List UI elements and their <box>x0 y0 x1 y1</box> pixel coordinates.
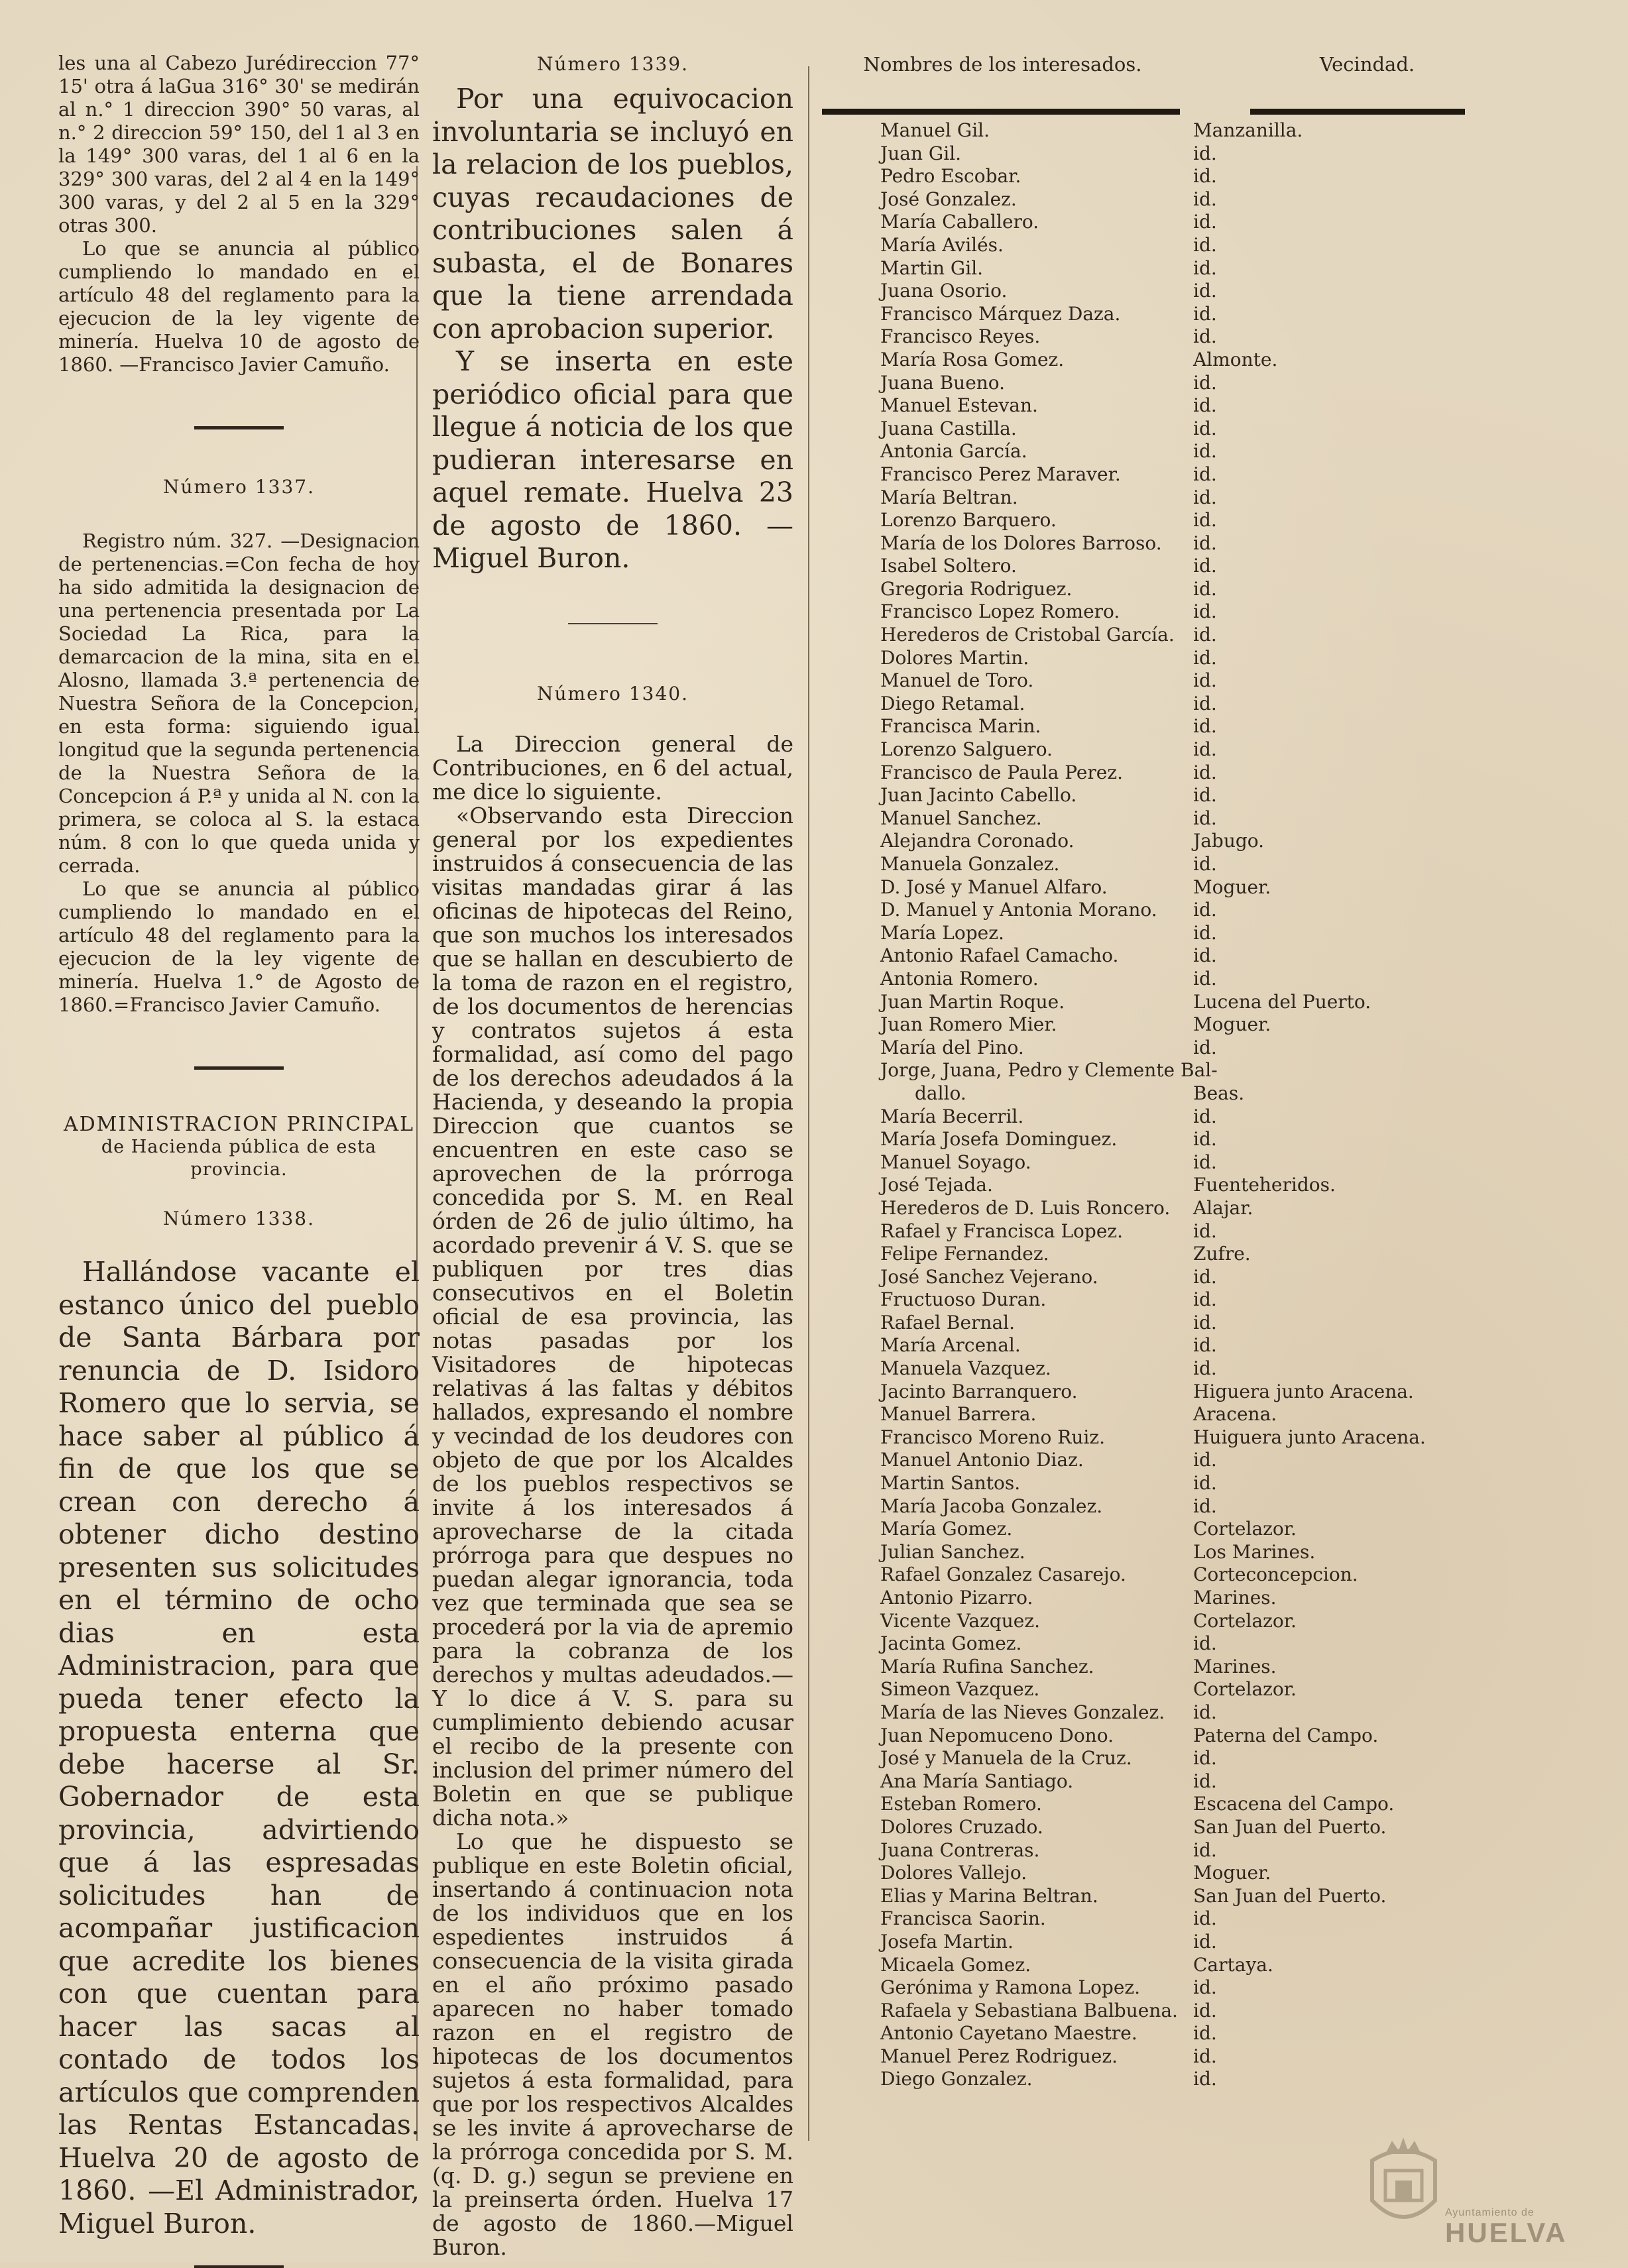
person-name: Manuel Estevan. <box>880 394 1038 417</box>
person-name: Dolores Vallejo. <box>880 1862 1027 1884</box>
residence: id. <box>1193 463 1217 485</box>
list-item <box>822 440 1498 463</box>
person-name: María Gomez. <box>880 1518 1013 1540</box>
person-name: Josefa Martin. <box>880 1930 1014 1953</box>
person-name: Manuel Barrera. <box>880 1403 1037 1426</box>
person-name: Felipe Fernandez. <box>880 1243 1049 1265</box>
person-name: Herederos de Cristobal García. <box>880 624 1175 646</box>
person-name: Juan Romero Mier. <box>880 1013 1057 1036</box>
list-item <box>822 1976 1498 2000</box>
list-item <box>822 1610 1498 1633</box>
residence: id. <box>1193 211 1217 233</box>
direction-quote-paragraph: «Observando esta Direccion general por los expedientes instruidos á consecuencia de las visitas mandadas girar á las oficinas de hipotecas del Reino, que son muchos los interesados que se hallan en descubierto de la toma de razon en el registro, de los documentos de herencias y contratos sujetos á esta formalidad, así como del pago de los derechos adeudados á la Hacienda, y deseando la propia Direccion que cuantos se encuentren en este caso se aprovechen de la prórroga concedida por S. M. en Real órden de 26 de julio último, ha acordado prevenir á V. S. que se publiquen por tres dias consecutivos en el Boletin oficial de esa provincia, las notas pasadas por los Visitadores de hipotecas relativas á las faltas y débitos hallados, expresando el nombre y vecindad de los deudores con objeto de que por los Alcaldes de los pueblos respectivos se invite á los interesados á aprovecharse de la citada prórroga para que despues no puedan alegar ignorancia, toda vez que terminada que sea se procederá por la via de apremio para la cobranza de los derechos y multas adeudados.—Y lo dice á V. S. para su cumplimiento debiendo acusar el recibo de la presente con inclusion del primer número del Boletin en que se publique dicha nota.» <box>432 802 793 1831</box>
person-name: Francisco Márquez Daza. <box>880 302 1121 325</box>
residence: Higuera junto Aracena. <box>1193 1380 1414 1402</box>
person-name: D. José y Manuel Alfaro. <box>880 876 1108 898</box>
residence: Beas. <box>1193 1082 1245 1104</box>
residence: Alajar. <box>1193 1196 1253 1219</box>
residence: Los Marines. <box>1193 1540 1316 1563</box>
residence-column-header: Vecindad. <box>1319 53 1415 76</box>
residence: Escacena del Campo. <box>1193 1793 1395 1815</box>
residence: id. <box>1193 2022 1217 2045</box>
list-item <box>822 325 1498 349</box>
residence: Cartaya. <box>1193 1953 1273 1976</box>
list-item <box>822 1220 1498 1243</box>
list-item <box>822 807 1498 830</box>
residence: id. <box>1193 302 1217 325</box>
residence: id. <box>1193 1976 1217 1999</box>
person-name: Juan Jacinto Cabello. <box>880 784 1077 807</box>
person-name: dallo. <box>915 1082 966 1104</box>
residence: id. <box>1193 394 1217 417</box>
person-name: Herederos de D. Luis Roncero. <box>880 1196 1171 1219</box>
residence: Cortelazor. <box>1193 1609 1297 1632</box>
residence: Manzanilla. <box>1193 119 1303 141</box>
list-item <box>822 142 1498 166</box>
list-item <box>822 1885 1498 1908</box>
person-name: María Becerril. <box>880 1105 1024 1127</box>
residence: id. <box>1193 624 1217 646</box>
person-name: Jacinta Gomez. <box>880 1632 1022 1655</box>
person-name: Ana María Santiago. <box>880 1770 1074 1792</box>
publication-paragraph: Lo que he dispuesto se publique en este Boletin oficial, insertando á continuacion nota de los individuos que en los espedientes instruidos á consecuencia de la visita girada en el año próximo pasado aparecen no haber tomado razon en el registro de hipotecas de los documentos sujetos á esta formalidad, para que por los respectivos Alcaldes se les invite á aprovecharse de la prórroga concedida por S. M. (q. D. g.) segun se previene en la preinserta órden. Huelva 17 de agosto de 1860.—Miguel Buron. <box>432 1828 793 2260</box>
person-name: Diego Gonzalez. <box>880 2068 1033 2090</box>
notice-number-1337: Número 1337. <box>163 476 315 498</box>
person-name: Antonio Rafael Camacho. <box>880 944 1119 967</box>
list-item <box>822 715 1498 738</box>
list-item <box>822 1174 1498 1197</box>
person-name: Francisca Saorin. <box>880 1907 1046 1930</box>
person-name: María Arcenal. <box>880 1334 1021 1357</box>
residence: id. <box>1193 1632 1217 1655</box>
person-name: Gerónima y Ramona Lopez. <box>880 1976 1141 1999</box>
residence: id. <box>1193 600 1217 623</box>
interested-parties-list <box>822 53 1498 2091</box>
person-name: Juana Bueno. <box>880 371 1006 394</box>
list-item <box>822 1931 1498 1954</box>
column-left <box>58 52 420 2268</box>
person-name: José Gonzalez. <box>880 188 1017 210</box>
list-item <box>822 1013 1498 1037</box>
administration-title: ADMINISTRACION PRINCIPAL <box>63 1113 415 1136</box>
residence: id. <box>1193 2045 1217 2067</box>
person-name: Manuel Gil. <box>880 119 990 141</box>
header-rule <box>1250 109 1465 115</box>
residence: Aracena. <box>1193 1403 1277 1426</box>
list-item <box>822 188 1498 211</box>
list-item <box>822 1357 1498 1381</box>
person-name: Pedro Escobar. <box>880 165 1021 188</box>
residence: id. <box>1193 2068 1217 2090</box>
residence: Almonte. <box>1193 348 1278 370</box>
direction-intro-paragraph: La Direccion general de Contribuciones, en 6 del actual, me dice lo siguiente. <box>432 730 793 805</box>
residence: id. <box>1193 1128 1217 1151</box>
residence: id. <box>1193 692 1217 714</box>
residence: id. <box>1193 669 1217 692</box>
person-name: Vicente Vazquez. <box>880 1609 1040 1632</box>
list-item <box>822 1059 1498 1082</box>
list-item <box>822 1449 1498 1472</box>
residence: id. <box>1193 1036 1217 1058</box>
names-column-header: Nombres de los interesados. <box>863 53 1142 76</box>
person-name: Rafael Gonzalez Casarejo. <box>880 1563 1126 1586</box>
residence: id. <box>1193 188 1217 210</box>
residence: id. <box>1193 1449 1217 1471</box>
residence: id. <box>1193 1265 1217 1288</box>
person-name: María Josefa Dominguez. <box>880 1128 1118 1151</box>
person-name: Juan Gil. <box>880 142 962 164</box>
list-item <box>822 234 1498 257</box>
person-name: Francisco de Paula Perez. <box>880 761 1123 783</box>
list-item <box>822 1472 1498 1495</box>
person-name: Rafaela y Sebastiana Balbuena. <box>880 1999 1178 2021</box>
list-item <box>822 1725 1498 1748</box>
person-name: Gregoria Rodriguez. <box>880 577 1073 600</box>
list-item <box>822 876 1498 899</box>
person-name: Isabel Soltero. <box>880 555 1017 577</box>
person-name: María del Pino. <box>880 1036 1024 1058</box>
list-item <box>822 1862 1498 1885</box>
residence: id. <box>1193 417 1217 439</box>
list-item <box>822 486 1498 510</box>
person-name: Dolores Cruzado. <box>880 1815 1043 1838</box>
residence: id. <box>1193 1747 1217 1770</box>
person-name: Lorenzo Salguero. <box>880 738 1053 761</box>
residence: id. <box>1193 1219 1217 1242</box>
residence: Moguer. <box>1193 1862 1271 1884</box>
mine-description-end: les una al Cabezo Jurédireccion 77° 15' otra á laGua 316° 30' se medirán al n.° 1 direccion 390° 50 varas, al n.° 2 direccion 59° 150, del 1 al 3 en la 149° 300 varas, del 1 al 6 en la 329° 300 varas, del 2 al 4 en la 149° 300 varas, y del 2 al 5 en la 329° otras 300. <box>58 52 420 237</box>
person-name: José Tejada. <box>880 1174 993 1196</box>
person-name: María Rosa Gomez. <box>880 348 1065 370</box>
residence: id. <box>1193 1288 1217 1311</box>
person-name: José Sanchez Vejerano. <box>880 1265 1098 1288</box>
person-name: Jorge, Juana, Pedro y Clemente Bal- <box>880 1059 1218 1082</box>
residence: San Juan del Puerto. <box>1193 1884 1387 1907</box>
vacancy-notice-paragraph: Hallándose vacante el estanco único del pueblo de Santa Bárbara por renuncia de D. Isidoro Romero que lo servia, se hace saber al público á fin de que los que se crean con derecho á obtener dicho destino presenten sus solicitudes en el término de ocho dias en esta Administracion, para que pueda tener efecto la propuesta enterna que debe hacerse al Sr. Gobernador de esta provincia, advirtiendo que á las espresadas solicitudes han de acompañar justificacion que acredite los bienes con que cuentan para hacer las sacas al contado de todos los artículos que comprenden las Rentas Estancadas. Huelva 20 de agosto de 1860. —El Administrador, Miguel Buron. <box>58 1256 420 2240</box>
person-name: D. Manuel y Antonia Morano. <box>880 899 1157 921</box>
residence: id. <box>1193 1930 1217 1953</box>
list-item <box>822 830 1498 853</box>
person-name: Manuel Antonio Diaz. <box>880 1449 1084 1471</box>
residence: id. <box>1193 486 1217 508</box>
list-item <box>822 463 1498 486</box>
list-item <box>822 669 1498 693</box>
list-item <box>822 1907 1498 1931</box>
residence: id. <box>1193 807 1217 829</box>
list-item <box>822 303 1498 326</box>
person-name: Lorenzo Barquero. <box>880 509 1057 532</box>
list-item <box>822 1839 1498 1862</box>
person-name: Rafael Bernal. <box>880 1311 1016 1333</box>
residence: id. <box>1193 325 1217 348</box>
person-name: Francisco Moreno Ruiz. <box>880 1426 1105 1448</box>
residence: id. <box>1193 1105 1217 1127</box>
city-watermark <box>1445 2207 1604 2248</box>
insertion-paragraph: Y se inserta en este periódico oficial para que llegue á noticia de los que pudieran interesarse en aquel remate. Huelva 23 de agosto de 1860. —Miguel Buron. <box>432 345 793 574</box>
residence: Huiguera junto Aracena. <box>1193 1426 1426 1448</box>
residence: id. <box>1193 165 1217 188</box>
person-name: Antonio Cayetano Maestre. <box>880 2022 1137 2045</box>
list-item <box>822 509 1498 532</box>
list-item <box>822 1082 1498 1106</box>
list-item <box>822 899 1498 922</box>
residence: id. <box>1193 1151 1217 1173</box>
residence: Marines. <box>1193 1655 1277 1677</box>
list-item <box>822 1770 1498 1793</box>
section-rule <box>194 426 284 429</box>
residence: Jabugo. <box>1193 830 1265 852</box>
residence: id. <box>1193 1999 1217 2021</box>
correction-paragraph: Por una equivocacion involuntaria se incluyó en la relacion de los pueblos, cuyas recaudaciones de contribuciones salen á subasta, el de Bonares que la tiene arrendada con aprobacion superior. <box>432 83 793 345</box>
person-name: María Caballero. <box>880 211 1039 233</box>
person-name: Manuela Gonzalez. <box>880 853 1060 875</box>
list-item <box>822 1037 1498 1060</box>
residence: id. <box>1193 944 1217 967</box>
list-item <box>822 2045 1498 2069</box>
list-item <box>822 600 1498 624</box>
column-divider <box>808 66 809 2141</box>
list-item <box>822 1312 1498 1335</box>
list-item <box>822 372 1498 395</box>
notice-signature-paragraph: Lo que se anuncia al público cumpliendo lo mandado en el artículo 48 del reglamento para la ejecucion de la ley vigente de minería. Huelva 10 de agosto de 1860. —Francisco Javier Camuño. <box>58 237 420 376</box>
list-item <box>822 1656 1498 1679</box>
list-item <box>822 1243 1498 1266</box>
person-name: María Rufina Sanchez. <box>880 1655 1094 1677</box>
residence: id. <box>1193 715 1217 738</box>
residence: id. <box>1193 646 1217 669</box>
list-item <box>822 2000 1498 2023</box>
list-item <box>822 624 1498 647</box>
list-item <box>822 1128 1498 1151</box>
list-item <box>822 119 1498 142</box>
person-name: Francisco Perez Maraver. <box>880 463 1121 485</box>
residence: Fuenteheridos. <box>1193 1174 1336 1196</box>
city-seal-icon <box>1366 2134 1442 2234</box>
list-item <box>822 922 1498 945</box>
person-name: Julian Sanchez. <box>880 1540 1025 1563</box>
person-name: Juana Castilla. <box>880 417 1017 439</box>
list-item <box>822 555 1498 578</box>
residence: id. <box>1193 371 1217 394</box>
list-item <box>822 1563 1498 1587</box>
residence: id. <box>1193 440 1217 463</box>
list-item <box>822 1151 1498 1174</box>
list-item <box>822 1381 1498 1404</box>
list-item <box>822 1495 1498 1518</box>
list-item <box>822 1106 1498 1129</box>
list-item <box>822 1701 1498 1725</box>
residence: id. <box>1193 784 1217 807</box>
person-name: Alejandra Coronado. <box>880 830 1075 852</box>
administration-subtitle: de Hacienda pública de esta provincia. <box>101 1137 377 1180</box>
list-item <box>822 1793 1498 1816</box>
list-item <box>822 165 1498 188</box>
list-item <box>822 944 1498 968</box>
list-item <box>822 211 1498 234</box>
column-middle <box>432 53 793 2259</box>
list-item <box>822 1426 1498 1449</box>
list-rows <box>822 119 1498 2091</box>
residence: id. <box>1193 142 1217 164</box>
person-name: Rafael y Francisca Lopez. <box>880 1219 1124 1242</box>
list-item <box>822 1816 1498 1839</box>
header-rule <box>822 109 1180 115</box>
list-item <box>822 349 1498 372</box>
notice-signature-paragraph-2: Lo que se anuncia al público cumpliendo lo mandado en el artículo 48 del reglamento para la ejecucion de la ley vigente de minería. Huelva 1.° de Agosto de 1860.=Francisco Javier Camuño. <box>58 878 420 1016</box>
person-name: María Lopez. <box>880 921 1004 944</box>
residence: id. <box>1193 853 1217 875</box>
list-item <box>822 394 1498 418</box>
residence: id. <box>1193 1472 1217 1495</box>
person-name: Juan Nepomuceno Dono. <box>880 1724 1114 1746</box>
residence: id. <box>1193 1770 1217 1792</box>
list-item <box>822 647 1498 670</box>
list-item <box>822 578 1498 601</box>
list-item <box>822 1197 1498 1220</box>
list-item <box>822 1518 1498 1541</box>
residence: id. <box>1193 1311 1217 1333</box>
residence: Marines. <box>1193 1587 1277 1609</box>
person-name: María Beltran. <box>880 486 1018 508</box>
list-item <box>822 1266 1498 1289</box>
person-name: Juana Contreras. <box>880 1839 1040 1861</box>
list-item <box>822 1541 1498 1564</box>
person-name: María Jacoba Gonzalez. <box>880 1495 1103 1517</box>
watermark-line1: Ayuntamiento de <box>1445 2207 1535 2218</box>
list-item <box>822 2022 1498 2045</box>
residence: Lucena del Puerto. <box>1193 990 1371 1013</box>
list-item <box>822 784 1498 807</box>
residence: San Juan del Puerto. <box>1193 1815 1387 1838</box>
notice-number-1340: Número 1340. <box>537 682 689 705</box>
person-name: Manuel Soyago. <box>880 1151 1031 1173</box>
person-name: Diego Retamal. <box>880 692 1025 714</box>
person-name: Francisco Reyes. <box>880 325 1041 348</box>
list-item <box>822 1403 1498 1426</box>
residence: Cortelazor. <box>1193 1518 1297 1540</box>
residence: id. <box>1193 1839 1217 1861</box>
residence <box>1153 1059 1432 1082</box>
residence: id. <box>1193 1357 1217 1380</box>
list-item <box>822 991 1498 1014</box>
notice-number-1338: Número 1338. <box>163 1208 315 1229</box>
list-item <box>822 1632 1498 1656</box>
residence: id. <box>1193 532 1217 554</box>
residence: id. <box>1193 1701 1217 1723</box>
list-item <box>822 2068 1498 2091</box>
residence: id. <box>1193 1495 1217 1517</box>
section-rule <box>194 1066 284 1070</box>
person-name: Esteban Romero. <box>880 1793 1042 1815</box>
list-item <box>822 1954 1498 1977</box>
person-name: Simeon Vazquez. <box>880 1678 1040 1701</box>
list-item <box>822 968 1498 991</box>
residence: id. <box>1193 256 1217 279</box>
person-name: Jacinto Barranquero. <box>880 1380 1078 1402</box>
person-name: Micaela Gomez. <box>880 1953 1031 1976</box>
person-name: Manuela Vazquez. <box>880 1357 1051 1380</box>
residence: id. <box>1193 577 1217 600</box>
residence: id. <box>1193 967 1217 990</box>
list-item <box>822 762 1498 785</box>
watermark-line2: HUELVA <box>1445 2217 1568 2248</box>
person-name: Elias y Marina Beltran. <box>880 1884 1098 1907</box>
list-item <box>822 738 1498 762</box>
list-item <box>822 280 1498 303</box>
residence: Moguer. <box>1193 1013 1271 1036</box>
list-header <box>822 53 1498 80</box>
list-item <box>822 1747 1498 1770</box>
residence: id. <box>1193 509 1217 532</box>
registry-paragraph: Registro núm. 327. —Designacion de pertenencias.=Con fecha de hoy ha sido admitida la designacion de una pertenencia presentada por La Sociedad La Rica, para la demarcacion de la mina, sita en el Alosno, llamada 3.ª pertenencia de Nuestra Señora de la Concepcion, en esta forma: siguiendo igual longitud que la segunda pertenencia de la Nuestra Señora de la Concepcion á P.ª y unida al N. con la primera, se coloca al S. la estaca núm. 8 con lo que queda unida y cerrada. <box>58 530 420 877</box>
person-name: Manuel Sanchez. <box>880 807 1042 829</box>
person-name: Antonio Pizarro. <box>880 1587 1033 1609</box>
person-name: Manuel de Toro. <box>880 669 1034 692</box>
person-name: Martin Gil. <box>880 256 984 279</box>
person-name: Fructuoso Duran. <box>880 1288 1047 1311</box>
residence: id. <box>1193 899 1217 921</box>
residence: id. <box>1193 280 1217 302</box>
person-name: Antonia García. <box>880 440 1027 463</box>
person-name: Francisca Marin. <box>880 715 1041 738</box>
list-item <box>822 853 1498 876</box>
residence: id. <box>1193 921 1217 944</box>
residence: id. <box>1193 1907 1217 1930</box>
residence: Moguer. <box>1193 876 1271 898</box>
person-name: María de los Dolores Barroso. <box>880 532 1162 554</box>
residence: id. <box>1193 233 1217 256</box>
person-name: Martin Santos. <box>880 1472 1021 1495</box>
list-item <box>822 532 1498 555</box>
list-item <box>822 1678 1498 1701</box>
person-name: María Avilés. <box>880 233 1004 256</box>
person-name: Francisco Lopez Romero. <box>880 600 1120 623</box>
residence: Zufre. <box>1193 1243 1251 1265</box>
list-item <box>822 693 1498 716</box>
residence: Corteconcepcion. <box>1193 1563 1358 1586</box>
list-item <box>822 1587 1498 1610</box>
section-rule <box>194 2265 284 2268</box>
list-item <box>822 1288 1498 1312</box>
residence: id. <box>1193 761 1217 783</box>
section-rule <box>568 623 658 624</box>
list-item <box>822 418 1498 441</box>
person-name: José y Manuela de la Cruz. <box>880 1747 1132 1770</box>
person-name: Juan Martin Roque. <box>880 990 1065 1013</box>
person-name: Dolores Martin. <box>880 646 1029 669</box>
list-item <box>822 1334 1498 1357</box>
person-name: Antonia Romero. <box>880 967 1039 990</box>
residence: Cortelazor. <box>1193 1678 1297 1701</box>
person-name: María de las Nieves Gonzalez. <box>880 1701 1165 1723</box>
residence: id. <box>1193 738 1217 761</box>
person-name: Manuel Perez Rodriguez. <box>880 2045 1118 2067</box>
notice-number-1339: Número 1339. <box>537 53 689 75</box>
residence: id. <box>1193 555 1217 577</box>
list-item <box>822 257 1498 280</box>
person-name: Juana Osorio. <box>880 280 1008 302</box>
residence: id. <box>1193 1334 1217 1357</box>
residence: Paterna del Campo. <box>1193 1724 1379 1746</box>
